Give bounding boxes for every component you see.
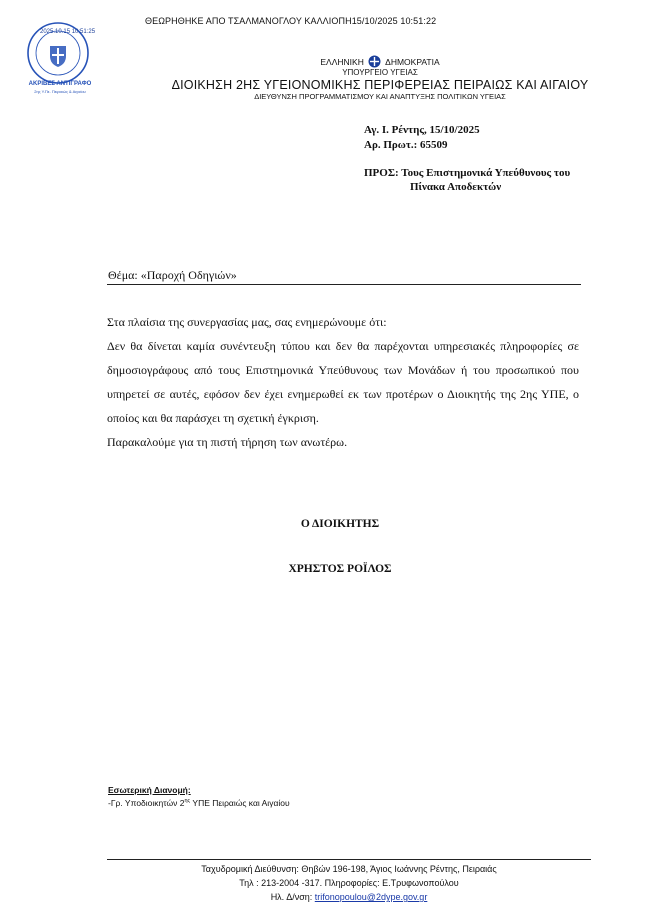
recipients-line-2: Πίνακα Αποδεκτών: [410, 181, 502, 193]
stamp-sublabel: 2ης Υ.Πε. Πειραιώς & Αιγαίου: [34, 89, 86, 94]
header-directorate: ΔΙΕΥΘΥΝΣΗ ΠΡΟΓΡΑΜΜΑΤΙΣΜΟΥ ΚΑΙ ΑΝΑΠΤΥΞΗΣ ΠΟΛΙΤΙΚΩΝ ΥΓΕΙΑΣ: [254, 92, 506, 101]
distribution-item: [108, 798, 290, 808]
republic-left: ΕΛΛΗΝΙΚΗ: [320, 57, 364, 67]
republic-right: ΔΗΜΟΚΡΑΤΙΑ: [385, 57, 440, 67]
subject-divider: [107, 284, 581, 285]
place-date: Αγ. Ι. Ρέντης, 15/10/2025: [364, 124, 480, 136]
footer-divider: [107, 859, 591, 860]
footer-email-line: [107, 892, 591, 902]
footer-email-link[interactable]: trifonopoulou@2dype.gov.gr: [314, 892, 428, 902]
body-paragraph: Δεν θα δίνεται καμία συνέντευξη τύπου και δεν θα παρέχονται υπηρεσιακές πληροφορίες σε δημοσιογράφους από τους Επιστημονικά Υπεύθυνους των Μονάδων ή του προσωπικού που υπηρετεί σε αυτές, εφόσον δεν έχει ενημερωθεί εκ των προτέρων ο Διοικητής της 2ης ΥΠΕ, ο οποίος και θα παράσχει τη σχετική έγκριση.: [107, 339, 579, 425]
protocol-number: Αρ. Πρωτ.: 65509: [364, 139, 448, 151]
header-ministry: ΥΠΟΥΡΓΕΙΟ ΥΓΕΙΑΣ: [342, 68, 418, 77]
signatory-title: Ο ΔΙΟΙΚΗΤΗΣ: [300, 518, 380, 530]
footer-email-label: Ηλ. Δ/νση:: [270, 892, 315, 902]
body-closing: Παρακαλούμε για τη πιστή τήρηση των ανωτέρω.: [107, 435, 348, 449]
recipients-line-1: ΠΡΟΣ: Τους Επιστημονικά Υπεύθυνους του: [364, 167, 571, 179]
header-republic: [100, 55, 660, 68]
subject-line: Θέμα: «Παροχή Οδηγιών»: [108, 268, 237, 282]
distribution-item-suffix: ΥΠΕ Πειραιώς και Αιγαίου: [190, 798, 290, 808]
footer-phone: Τηλ : 213-2004 -317. Πληροφορίες: Ε.Τρυφωνοπούλου: [239, 878, 459, 888]
certification-line: ΘΕΩΡΗΘΗΚΕ ΑΠΟ ΤΣΑΛΜΑΝΟΓΛΟΥ ΚΑΛΛΙΟΠΗ15/10/2025 10:51:22: [145, 16, 437, 26]
stamp-label: ΑΚΡΙΒΕΣ ΑΝΤΙΓΡΑΦΟ: [28, 81, 92, 87]
distribution-item-prefix: -Γρ. Υποδιοικητών 2: [108, 798, 185, 808]
header-administration: ΔΙΟΙΚΗΣΗ 2ΗΣ ΥΓΕΙΟΝΟΜΙΚΗΣ ΠΕΡΙΦΕΡΕΙΑΣ ΠΕΙΡΑΙΩΣ ΚΑΙ ΑΙΓΑΙΟΥ: [171, 78, 589, 92]
distribution-heading: Εσωτερική Διανομή:: [108, 785, 191, 795]
stamp-timestamp: 2025.10.15 10:51:25: [40, 29, 96, 35]
signatory-name: ΧΡΗΣΤΟΣ ΡΟΪΛΟΣ: [288, 563, 392, 575]
distribution-item-sup: ης: [184, 798, 191, 805]
footer-address: Ταχυδρομική Διεύθυνση: Θηβών 196-198, Άγιος Ιωάννης Ρέντης, Πειραιάς: [201, 864, 497, 874]
body-intro: Στα πλαίσια της συνεργασίας μας, σας ενημερώνουμε ότι:: [107, 315, 387, 329]
coat-of-arms-icon: [368, 55, 381, 68]
